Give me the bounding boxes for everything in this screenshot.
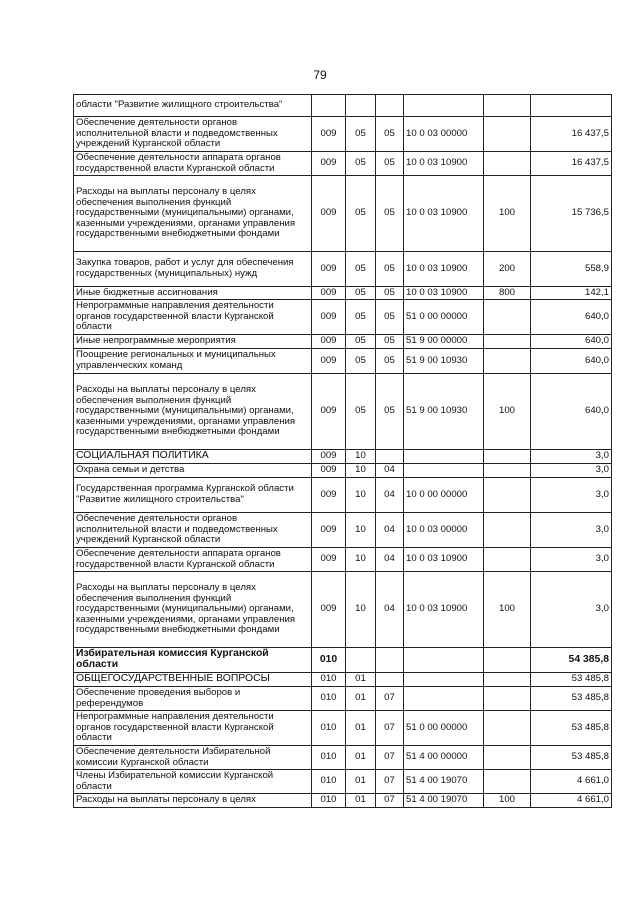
subsection-code: 04 (376, 478, 404, 513)
section-code (346, 95, 376, 117)
table-row (74, 287, 612, 300)
target-article-code (404, 648, 484, 673)
table-row (74, 300, 612, 335)
table-row (74, 673, 612, 687)
subsection-code: 07 (376, 770, 404, 794)
amount: 53 485,8 (531, 687, 612, 711)
subsection-code: 05 (376, 117, 404, 152)
target-article-code (404, 464, 484, 478)
expense-type-code (484, 335, 531, 349)
ministry-code: 010 (312, 746, 346, 770)
row-name: Закупка товаров, работ и услуг для обеспечения государственных (муниципальных) нужд (74, 252, 312, 287)
row-name: Государственная программа Курганской области "Развитие жилищного строительства" (74, 478, 312, 513)
table-row (74, 478, 612, 513)
ministry-code: 009 (312, 478, 346, 513)
ministry-code: 009 (312, 152, 346, 176)
section-code: 05 (346, 152, 376, 176)
subsection-code: 05 (376, 374, 404, 450)
row-name: СОЦИАЛЬНАЯ ПОЛИТИКА (74, 450, 312, 464)
target-article-code: 51 9 00 10930 (404, 374, 484, 450)
amount (531, 95, 612, 117)
expense-type-code (484, 770, 531, 794)
section-code: 01 (346, 770, 376, 794)
expense-type-code: 800 (484, 287, 531, 300)
amount: 3,0 (531, 478, 612, 513)
subsection-code: 05 (376, 300, 404, 335)
amount: 4 661,0 (531, 794, 612, 808)
section-code: 01 (346, 711, 376, 746)
amount: 3,0 (531, 572, 612, 648)
subsection-code: 04 (376, 464, 404, 478)
ministry-code: 009 (312, 548, 346, 572)
ministry-code: 009 (312, 176, 346, 252)
expense-type-code: 100 (484, 794, 531, 808)
expense-type-code (484, 548, 531, 572)
amount: 640,0 (531, 300, 612, 335)
section-code: 01 (346, 746, 376, 770)
row-name: Расходы на выплаты персоналу в целях обеспечения выполнения функций государственными (муниципальными) органами, казенными учреждениями, органами управления государственными внебюджетными фондами (74, 374, 312, 450)
section-code: 05 (346, 176, 376, 252)
row-name: Иные непрограммные мероприятия (74, 335, 312, 349)
target-article-code: 10 0 03 10900 (404, 252, 484, 287)
row-name: Избирательная комиссия Курганской области (74, 648, 312, 673)
row-name: Обеспечение деятельности аппарата органов государственной власти Курганской области (74, 152, 312, 176)
target-article-code (404, 673, 484, 687)
row-name: Расходы на выплаты персоналу в целях (74, 794, 312, 808)
ministry-code: 010 (312, 794, 346, 808)
expense-type-code (484, 513, 531, 548)
ministry-code: 009 (312, 252, 346, 287)
row-name: Непрограммные направления деятельности органов государственной власти Курганской области (74, 300, 312, 335)
ministry-code: 009 (312, 464, 346, 478)
amount: 4 661,0 (531, 770, 612, 794)
amount: 640,0 (531, 335, 612, 349)
expense-type-code (484, 117, 531, 152)
target-article-code: 51 9 00 10930 (404, 349, 484, 374)
amount: 53 485,8 (531, 746, 612, 770)
ministry-code: 010 (312, 673, 346, 687)
section-code: 01 (346, 673, 376, 687)
subsection-code (376, 673, 404, 687)
section-code: 10 (346, 450, 376, 464)
row-name: Обеспечение деятельности органов исполнительной власти и подведомственных учреждений Курганской области (74, 513, 312, 548)
budget-table (73, 94, 612, 808)
target-article-code: 10 0 03 10900 (404, 176, 484, 252)
amount: 3,0 (531, 548, 612, 572)
row-name: Обеспечение деятельности органов исполнительной власти и подведомственных учреждений Курганской области (74, 117, 312, 152)
expense-type-code: 100 (484, 176, 531, 252)
ministry-code: 009 (312, 335, 346, 349)
target-article-code: 10 0 00 00000 (404, 478, 484, 513)
section-code: 05 (346, 374, 376, 450)
row-name: Члены Избирательной комиссии Курганской области (74, 770, 312, 794)
amount: 16 437,5 (531, 117, 612, 152)
amount: 15 736,5 (531, 176, 612, 252)
target-article-code: 10 0 03 10900 (404, 287, 484, 300)
target-article-code: 51 9 00 00000 (404, 335, 484, 349)
table-row (74, 252, 612, 287)
subsection-code (376, 450, 404, 464)
subsection-code: 05 (376, 176, 404, 252)
table-row (74, 548, 612, 572)
table-row (74, 176, 612, 252)
amount: 640,0 (531, 374, 612, 450)
row-name: Расходы на выплаты персоналу в целях обеспечения выполнения функций государственными (муниципальными) органами, казенными учреждениями, органами управления государственными внебюджетными фондами (74, 176, 312, 252)
subsection-code: 07 (376, 746, 404, 770)
ministry-code: 009 (312, 300, 346, 335)
amount: 53 485,8 (531, 711, 612, 746)
amount: 3,0 (531, 513, 612, 548)
table-row (74, 349, 612, 374)
expense-type-code (484, 450, 531, 464)
expense-type-code (484, 711, 531, 746)
subsection-code: 04 (376, 513, 404, 548)
section-code (346, 648, 376, 673)
section-code: 01 (346, 687, 376, 711)
table-row (74, 152, 612, 176)
ministry-code: 009 (312, 287, 346, 300)
ministry-code: 009 (312, 117, 346, 152)
expense-type-code (484, 746, 531, 770)
ministry-code: 010 (312, 687, 346, 711)
expense-type-code: 100 (484, 374, 531, 450)
table-row (74, 746, 612, 770)
row-name: Охрана семьи и детства (74, 464, 312, 478)
row-name: Непрограммные направления деятельности органов государственной власти Курганской области (74, 711, 312, 746)
expense-type-code (484, 300, 531, 335)
row-name: Иные бюджетные ассигнования (74, 287, 312, 300)
ministry-code: 009 (312, 450, 346, 464)
target-article-code: 51 0 00 00000 (404, 300, 484, 335)
table-row (74, 513, 612, 548)
amount: 3,0 (531, 450, 612, 464)
target-article-code: 51 4 00 19070 (404, 770, 484, 794)
section-code: 05 (346, 300, 376, 335)
subsection-code: 07 (376, 687, 404, 711)
amount: 142,1 (531, 287, 612, 300)
subsection-code: 05 (376, 349, 404, 374)
subsection-code: 05 (376, 252, 404, 287)
section-code: 10 (346, 513, 376, 548)
target-article-code (404, 95, 484, 117)
ministry-code: 009 (312, 572, 346, 648)
expense-type-code (484, 478, 531, 513)
subsection-code: 07 (376, 711, 404, 746)
subsection-code: 05 (376, 152, 404, 176)
table-row (74, 687, 612, 711)
ministry-code: 009 (312, 513, 346, 548)
target-article-code: 10 0 03 00000 (404, 513, 484, 548)
section-code: 05 (346, 252, 376, 287)
target-article-code: 51 4 00 19070 (404, 794, 484, 808)
amount: 640,0 (531, 349, 612, 374)
row-name: области "Развитие жилищного строительства" (74, 95, 312, 117)
section-code: 10 (346, 478, 376, 513)
table-row (74, 450, 612, 464)
subsection-code (376, 648, 404, 673)
section-code: 05 (346, 287, 376, 300)
subsection-code: 07 (376, 794, 404, 808)
amount: 558,9 (531, 252, 612, 287)
expense-type-code (484, 687, 531, 711)
table-row (74, 770, 612, 794)
expense-type-code: 200 (484, 252, 531, 287)
target-article-code (404, 450, 484, 464)
target-article-code: 10 0 03 10900 (404, 572, 484, 648)
expense-type-code (484, 152, 531, 176)
expense-type-code (484, 673, 531, 687)
target-article-code: 10 0 03 10900 (404, 152, 484, 176)
target-article-code: 51 4 00 00000 (404, 746, 484, 770)
table-row (74, 464, 612, 478)
ministry-code: 009 (312, 349, 346, 374)
table-row (74, 648, 612, 673)
row-name: Обеспечение деятельности Избирательной комиссии Курганской области (74, 746, 312, 770)
row-name: Расходы на выплаты персоналу в целях обеспечения выполнения функций государственными (муниципальными) органами, казенными учреждениями, органами управления государственными внебюджетными фондами (74, 572, 312, 648)
expense-type-code (484, 95, 531, 117)
expense-type-code (484, 464, 531, 478)
section-code: 10 (346, 572, 376, 648)
row-name: ОБЩЕГОСУДАРСТВЕННЫЕ ВОПРОСЫ (74, 673, 312, 687)
ministry-code (312, 95, 346, 117)
subsection-code: 05 (376, 335, 404, 349)
table-row (74, 711, 612, 746)
subsection-code: 05 (376, 287, 404, 300)
ministry-code: 010 (312, 711, 346, 746)
section-code: 05 (346, 117, 376, 152)
table-row (74, 374, 612, 450)
amount: 3,0 (531, 464, 612, 478)
target-article-code: 10 0 03 10900 (404, 548, 484, 572)
ministry-code: 010 (312, 770, 346, 794)
table-row (74, 794, 612, 808)
expense-type-code (484, 349, 531, 374)
expense-type-code: 100 (484, 572, 531, 648)
section-code: 10 (346, 464, 376, 478)
target-article-code: 51 0 00 00000 (404, 711, 484, 746)
page-number: 79 (313, 68, 327, 82)
table-row (74, 117, 612, 152)
subsection-code (376, 95, 404, 117)
subsection-code: 04 (376, 548, 404, 572)
target-article-code: 10 0 03 00000 (404, 117, 484, 152)
target-article-code (404, 687, 484, 711)
section-code: 10 (346, 548, 376, 572)
section-code: 01 (346, 794, 376, 808)
section-code: 05 (346, 335, 376, 349)
row-name: Обеспечение проведения выборов и референдумов (74, 687, 312, 711)
table-row (74, 95, 612, 117)
expense-type-code (484, 648, 531, 673)
subsection-code: 04 (376, 572, 404, 648)
section-code: 05 (346, 349, 376, 374)
amount: 54 385,8 (531, 648, 612, 673)
ministry-code: 010 (312, 648, 346, 673)
row-name: Поощрение региональных и муниципальных управленческих команд (74, 349, 312, 374)
ministry-code: 009 (312, 374, 346, 450)
amount: 53 485,8 (531, 673, 612, 687)
table-row (74, 572, 612, 648)
table-row (74, 335, 612, 349)
amount: 16 437,5 (531, 152, 612, 176)
row-name: Обеспечение деятельности аппарата органов государственной власти Курганской области (74, 548, 312, 572)
